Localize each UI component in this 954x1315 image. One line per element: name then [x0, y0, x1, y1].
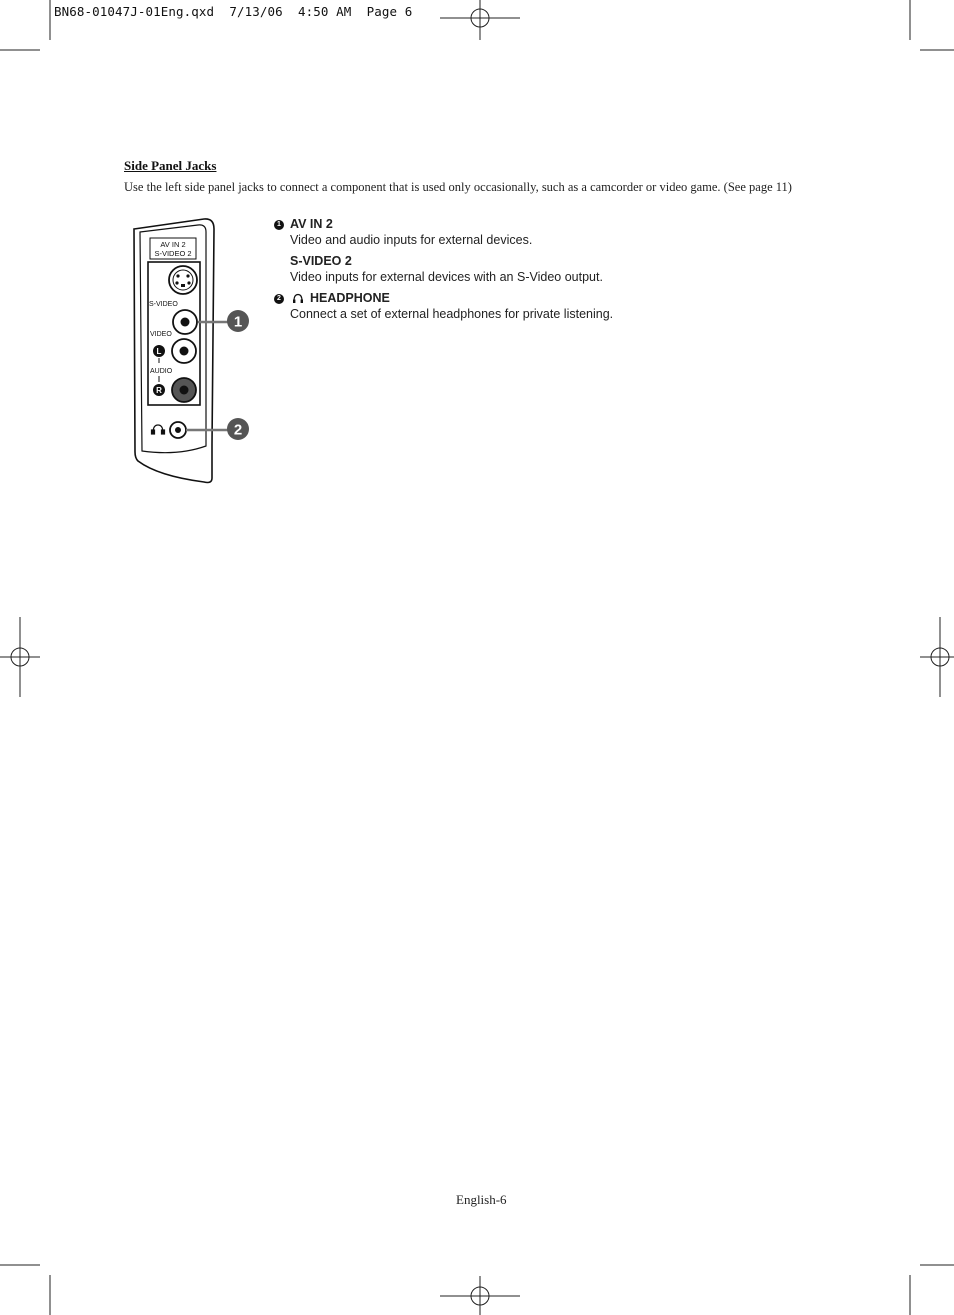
callout-2-number: 2 — [233, 421, 243, 439]
audio-right-jack — [172, 378, 196, 402]
video-jack — [173, 310, 197, 334]
headphone-icon — [292, 293, 304, 304]
s-video-jack — [169, 266, 197, 294]
item-number-badge: 1 — [274, 220, 284, 230]
item-number-badge: 2 — [274, 294, 284, 304]
panel-label-s-video-2: S-VIDEO 2 — [154, 249, 192, 258]
jack-descriptions — [272, 217, 613, 322]
item-subtext: Video inputs for external devices with an S-Video output. — [290, 269, 603, 284]
panel-label-video: VIDEO — [150, 331, 172, 338]
item-title: AV IN 2 — [290, 217, 333, 231]
panel-label-right: R — [156, 386, 162, 395]
section-intro: Use the left side panel jacks to connect a component that is used only occasionally, such as a camcorder or video game. (See page 11) — [124, 180, 792, 194]
page-number: English-6 — [456, 1192, 507, 1207]
item-text: Connect a set of external headphones for private listening. — [290, 306, 614, 321]
callout-2 — [227, 418, 249, 440]
item-title: HEADPHONE — [310, 291, 390, 305]
item-av-in-2 — [272, 217, 613, 285]
audio-left-jack — [172, 339, 196, 363]
callout-1 — [227, 310, 249, 332]
panel-label-svideo: S-VIDEO — [149, 301, 178, 308]
headphone-jack — [170, 422, 186, 438]
panel-label-left: L — [156, 347, 162, 356]
item-text: Video and audio inputs for external devices. — [290, 232, 533, 247]
panel-label-audio: AUDIO — [150, 368, 173, 375]
section-title: Side Panel Jacks — [124, 158, 217, 173]
panel-label-av-in-2: AV IN 2 — [160, 240, 186, 249]
print-slug-line: BN68-01047J-01Eng.qxd 7/13/06 4:50 AM Page 6 — [54, 4, 413, 19]
item-subtitle: S-VIDEO 2 — [290, 254, 352, 268]
side-panel-illustration — [128, 216, 258, 486]
item-headphone — [272, 291, 613, 322]
callout-1-number: 1 — [233, 313, 243, 331]
